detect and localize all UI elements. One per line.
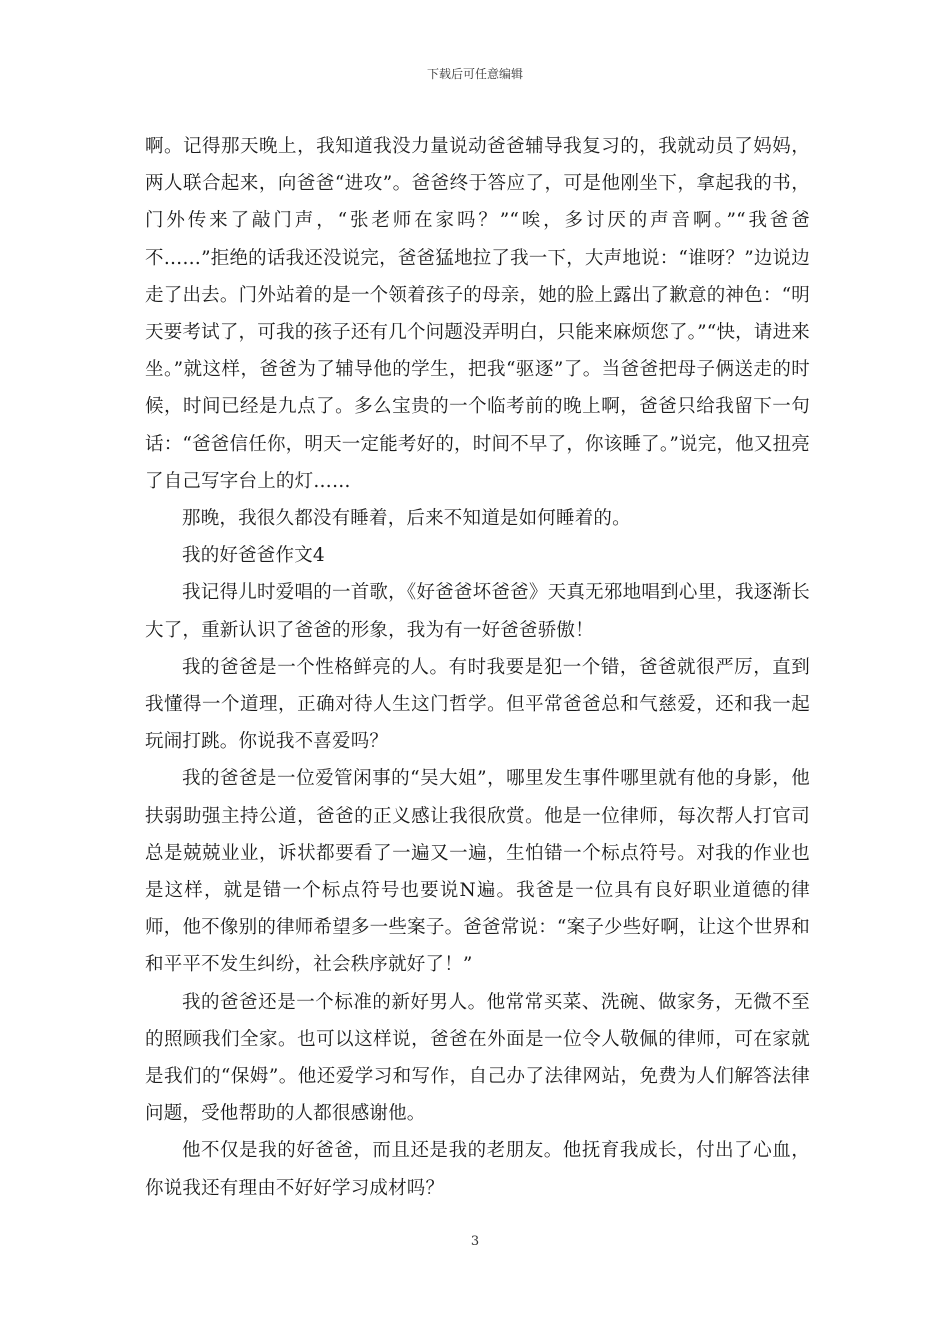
paragraph: 他不仅是我的好爸爸，而且还是我的老朋友。他抚育我成长，付出了心血，你说我还有理由不好好学习成材吗？ [145, 1140, 810, 1199]
paragraph: 我的爸爸是一个性格鲜亮的人。有时我要是犯一个错，爸爸就很严厉，直到我懂得一个道理，正确对待人生这门哲学。但平常爸爸总和气慈爱，还和我一起玩闹打跳。你说我不喜爱吗？ [145, 656, 810, 753]
page-number: 3 [470, 1234, 480, 1249]
paragraph: 我记得儿时爱唱的一首歌，《好爸爸坏爸爸》天真无邪地唱到心里，我逐渐长大了，重新认识了爸爸的形象，我为有一好爸爸骄傲！ [145, 582, 810, 641]
paragraph: 那晚，我很久都没有睡着，后来不知道是如何睡着的。 [182, 508, 631, 530]
paragraph: 啊。记得那天晚上，我知道我没力量说动爸爸辅导我复习的，我就动员了妈妈，两人联合起来，向爸爸“进攻”。爸爸终于答应了，可是他刚坐下，拿起我的书，门外传来了敲门声，“张老师在家吗？”“唉，多讨厌的声音啊。”“我爸爸不……”拒绝的话我还没说完，爸爸猛地拉了我一下，大声地说：“谁呀？”边说边走了出去。门外站着的是一个领着孩子的母亲，她的脸上露出了歉意的神色：“明天要考试了，可我的孩子还有几个问题没弄明白，只能来麻烦您了。”“快，请进来坐。”就这样，爸爸为了辅导他的学生，把我“驱逐”了。当爸爸把母子俩送走的时候，时间已经是九点了。多么宝贵的一个临考前的晚上啊，爸爸只给我留下一句话：“爸爸信任你，明天一定能考好的，时间不早了，你该睡了。”说完，他又扭亮了自己写字台上的灯…… [145, 136, 810, 492]
page-header: 下载后可任意编辑 [426, 67, 523, 81]
essay-title: 我的好爸爸作文4 [182, 545, 325, 567]
paragraph: 我的爸爸是一位爱管闲事的“吴大姐”，哪里发生事件哪里就有他的身影，他扶弱助强主持公道，爸爸的正义感让我很欣赏。他是一位律师，每次帮人打官司总是兢兢业业，诉状都要看了一遍又一遍，生怕错一个标点符号。对我的作业也是这样，就是错一个标点符号也要说N遍。我爸是一位具有良好职业道德的律师，他不像别的律师希望多一些案子。爸爸常说：“案子少些好啊，让这个世界和和平平不发生纠纷，社会秩序就好了！” [145, 768, 810, 976]
document-body [145, 128, 810, 1207]
paragraph: 我的爸爸还是一个标准的新好男人。他常常买菜、洗碗、做家务，无微不至的照顾我们全家。也可以这样说，爸爸在外面是一位令人敬佩的律师，可在家就是我们的“保姆”。他还爱学习和写作，自己办了法律网站，免费为人们解答法律问题，受他帮助的人都很感谢他。 [145, 991, 810, 1125]
